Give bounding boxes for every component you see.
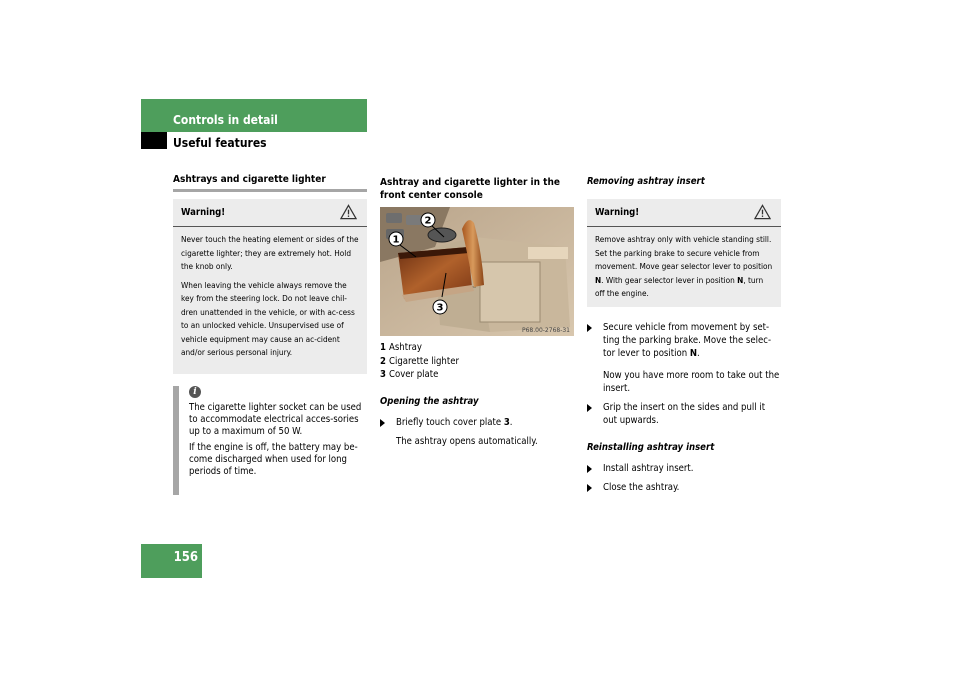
step-note: Now you have more room to take out the insert.	[603, 370, 780, 394]
bullet-arrow-icon	[587, 465, 592, 473]
step-item: Secure vehicle from movement by set-ting the parking brake. Move the selec-tor lever to position N.	[587, 321, 781, 360]
warning-triangle-icon	[340, 204, 357, 220]
legend-item: 2 Cigarette lighter	[380, 355, 459, 367]
step-item: Install ashtray insert.	[587, 462, 781, 475]
warning-box-lighter	[173, 199, 367, 374]
page-number: 156	[141, 544, 202, 578]
callout-2: 2	[424, 215, 432, 227]
legend-item: 3 Cover plate	[380, 369, 439, 380]
bullet-arrow-icon	[587, 324, 592, 332]
info-note	[173, 386, 367, 495]
warning-paragraph: Never touch the heating element or sides of the cigarette lighter; they are extremely hot. Hold the knob only.	[181, 234, 359, 271]
warning-header	[587, 207, 781, 227]
info-paragraph: The cigarette lighter socket can be used to accommodate electrical acces-sories up to a maximum of 50 W.	[189, 402, 362, 437]
step-item: Briefly touch cover plate 3.	[380, 416, 574, 429]
warning-text: Remove ashtray only with vehicle standing still. Set the parking brake to secure vehicle from movement. Move gear selector lever to position N. With gear selector lever in position N, turn off the engine.	[595, 234, 773, 298]
bullet-arrow-icon	[380, 419, 385, 427]
warning-label: Warning!	[595, 207, 640, 218]
opening-ashtray-heading: Opening the ashtray	[380, 396, 479, 407]
section-title: Controls in detail	[173, 113, 278, 127]
subsection-title: Useful features	[173, 136, 267, 150]
info-icon: i	[189, 386, 201, 398]
photo-legend	[380, 341, 574, 382]
bullet-arrow-icon	[587, 404, 592, 412]
photo-code: P68.00-2768-31	[521, 327, 570, 334]
center-console-photo	[380, 207, 574, 336]
callout-1: 1	[392, 234, 400, 246]
warning-box-insert	[587, 199, 781, 307]
step-note: The ashtray opens automatically.	[396, 436, 538, 447]
ashtrays-heading: Ashtrays and cigarette lighter	[173, 174, 367, 192]
removing-insert-heading: Removing ashtray insert	[587, 176, 705, 187]
legend-item: 1 Ashtray	[380, 342, 422, 353]
callout-3: 3	[436, 302, 444, 314]
warning-label: Warning!	[181, 207, 226, 218]
console-heading: Ashtray and cigarette lighter in the front center console	[380, 177, 560, 201]
step-item: Grip the insert on the sides and pull it out upwards.	[587, 401, 781, 427]
warning-paragraph: When leaving the vehicle always remove the key from the steering lock. Do not leave chil-dren unattended in the vehicle, or with ac-cess to an unlocked vehicle. Unsupervised use of vehicle equipment may cause an ac-cident and/or serious personal injury.	[181, 279, 355, 357]
bullet-arrow-icon	[587, 484, 592, 492]
warning-header	[173, 207, 367, 227]
warning-text	[181, 233, 359, 360]
reinstalling-insert-heading: Reinstalling ashtray insert	[587, 442, 715, 453]
header-marker	[141, 132, 167, 149]
info-paragraph: If the engine is off, the battery may be-come discharged when used for long periods of time.	[189, 442, 358, 477]
warning-triangle-icon	[754, 204, 771, 220]
step-item: Close the ashtray.	[587, 481, 781, 494]
